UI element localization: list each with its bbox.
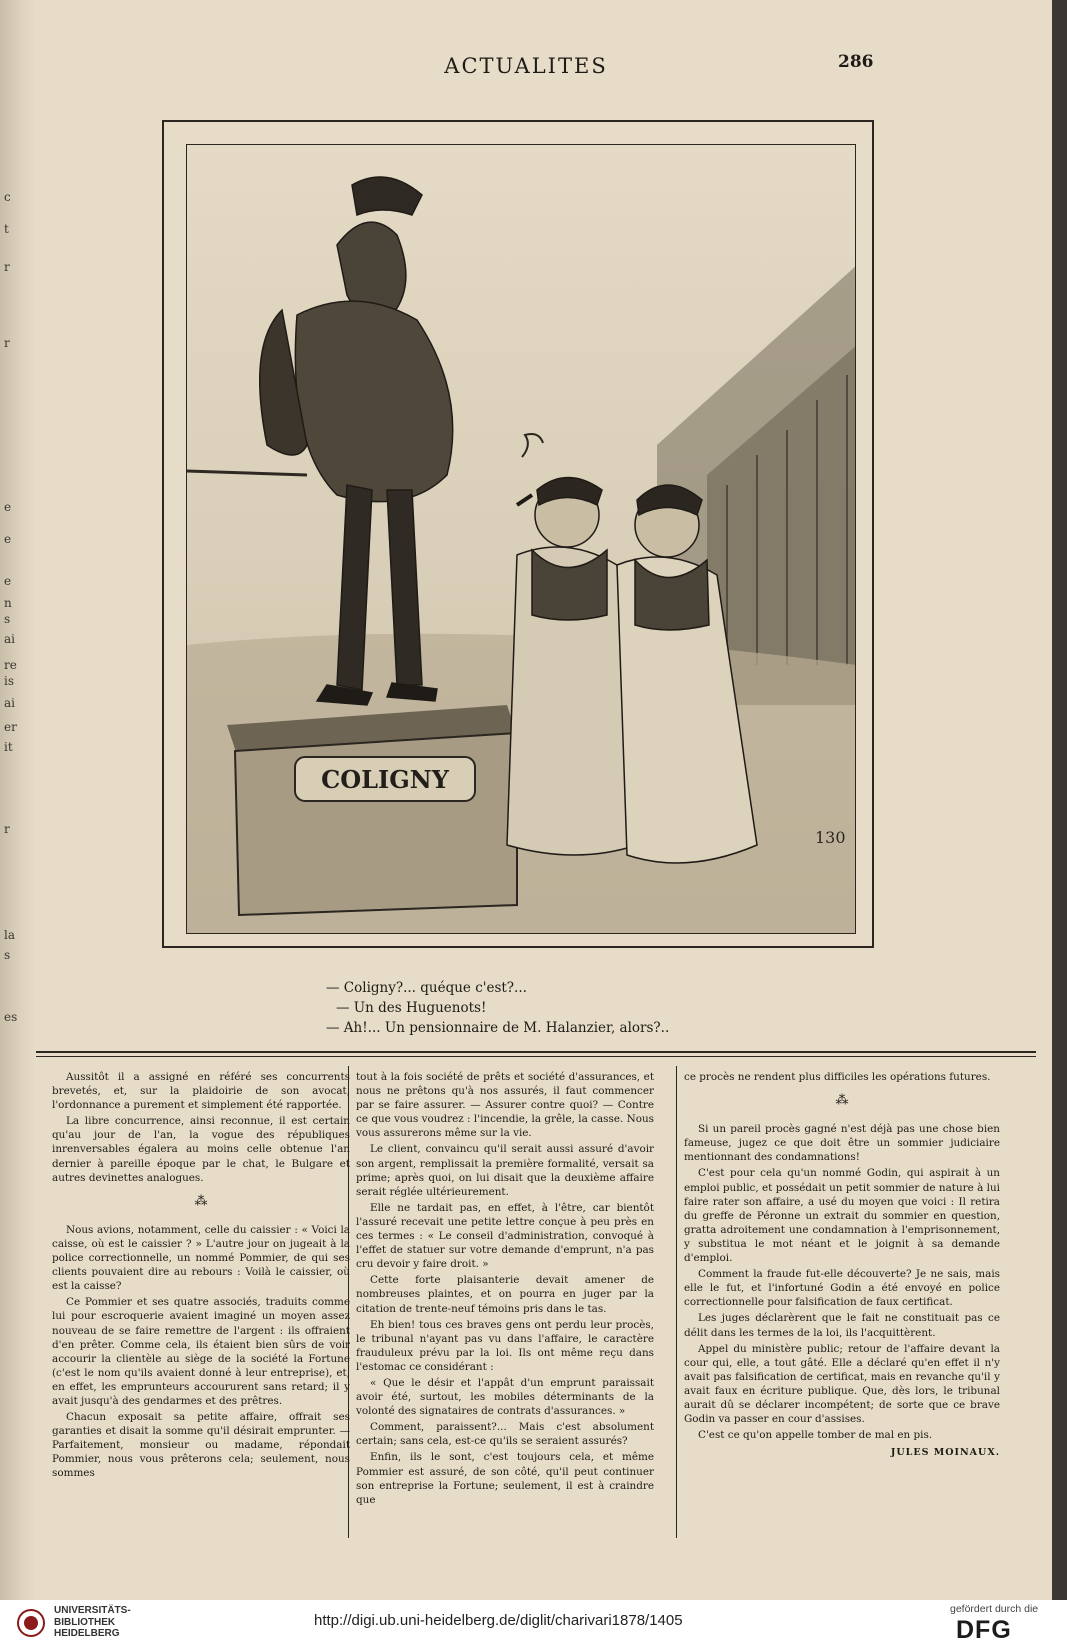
gutter-letter: s [4, 948, 11, 962]
paragraph: Cette forte plaisanterie devait amener de nombreuses plaintes, et on pourra en juger par la citation de trente-neuf témoins pris dans le tas. [356, 1274, 654, 1315]
lithograph-drawing [187, 145, 856, 934]
pedestal-inscription: COLIGNY [321, 765, 449, 794]
paragraph: Chacun exposait sa petite affaire, offrait ses garanties et disait la somme qu'il désirait emprunter. — Parfaitement, monsieur ou madame, répondait Pommier, nous vous prêterons cela; seulement, nous sommes [52, 1411, 350, 1480]
paragraph: ce procès ne rendent plus difficiles les opérations futures. [684, 1071, 991, 1083]
illustration-caption [326, 978, 786, 1038]
lithograph-illustration [186, 144, 856, 934]
paragraph: tout à la fois société de prêts et société d'assurances, et nous ne prêtons qu'à nos assurés, il faut commencer par se faire assurer. — Assurer contre quoi? — Contre ce que vous voudrez : l'incendie, la grêle, la casse. Nous vous assurerons même sur la vie. [356, 1071, 654, 1140]
paragraph: Appel du ministère public; retour de l'affaire devant la cour qui, elle, a tout gâté. Elle a déclaré qu'en effet il n'y avait pas falsification de certificat, mais en revanche qu'il y avait faux en écriture publique. Que, dès lors, le tribunal aurait dû se déclarer incompétent; de sorte que ce brave Godin va passer en cour d'assises. [684, 1342, 1000, 1426]
gutter-letter: s [4, 612, 11, 626]
caption-line: — Coligny?... quéque c'est?... [326, 980, 527, 996]
caption-line: — Un des Huguenots! [336, 1000, 487, 1016]
column-rule [676, 1066, 677, 1538]
gutter-letter: e [4, 532, 12, 546]
paragraph: Comment, paraissent?... Mais c'est absolument certain; sans cela, est-ce qu'ils se seraient assurés? [356, 1421, 654, 1448]
dfg-logo[interactable]: DFG [956, 1616, 1012, 1644]
section-stars: ⁂ [194, 1193, 208, 1209]
caption-line: — Ah!... Un pensionnaire de M. Halanzier, alors?.. [326, 1020, 670, 1036]
library-name-line: UNIVERSITÄTS- [54, 1605, 131, 1616]
gutter-letter: r [4, 822, 10, 836]
library-name[interactable] [54, 1605, 131, 1640]
paragraph: Aussitôt il a assigné en référé ses concurrents brevetés, et, sur la plaidoirie de son avocat, l'ordonnance a purement et simplement été rapportée. [52, 1071, 350, 1112]
gutter-letter: it [4, 740, 13, 754]
paragraph: « Que le désir et l'appât d'un emprunt paraissait avoir été, surtout, les mobiles déterminants de la volonté des signataires de contrats d'assurances. » [356, 1376, 654, 1418]
railing [187, 471, 307, 475]
gutter-letter: c [4, 190, 11, 204]
paragraph: La libre concurrence, ainsi reconnue, il est certain qu'au jour de l'an, la vogue des républiques inrenversables égalera au moins celle obtenue l'an dernier à pareille époque par le chat, le Bulgare et autres devinettes analogues. [52, 1115, 350, 1184]
gutter-letter: ai [4, 632, 15, 646]
page-number: 286 [838, 52, 874, 72]
gutter-letter: e [4, 500, 12, 514]
paragraph: Ce Pommier et ses quatre associés, traduits comme lui pour escroquerie avaient imaginé un moyen assez nouveau de se faire remettre de l'argent : ils offraient d'en prêter. Comme cela, ils étaient bien sûrs de voir accourir la clientèle au siège de la société la Fortune (c'est le nom qu'ils avaient donné à leur entreprise), et, en effet, les emprunteurs accoururent sans retard; il y avait jusqu'à des gendarmes et des prêtres. [52, 1296, 350, 1407]
author-signature: JULES MOINAUX. [890, 1447, 1000, 1459]
previous-page-gutter [0, 0, 36, 1600]
statue-figure [260, 177, 453, 705]
paragraph: Les juges déclarèrent que le fait ne constituait pas ce délit dans les termes de la loi, ils l'acquittèrent. [684, 1312, 1000, 1339]
funded-by-label: gefördert durch die [950, 1603, 1039, 1615]
gutter-letter: n [4, 596, 12, 610]
gutter-letter: is [4, 674, 14, 688]
gutter-letter: es [4, 1010, 18, 1024]
paragraph: Comment la fraude fut-elle découverte? Je ne sais, mais elle le fut, et l'infortuné Godin a été envoyé en police correctionnelle pour falsification de faux certificat. [684, 1268, 1000, 1309]
gutter-letter: t [4, 222, 9, 236]
gutter-letter: r [4, 336, 10, 350]
article-column-2 [356, 1070, 654, 1509]
article-column-3 [684, 1070, 1000, 1462]
permalink-url[interactable]: http://digi.ub.uni-heidelberg.de/diglit/charivari1878/1405 [314, 1612, 683, 1629]
gutter-letter: r [4, 260, 10, 274]
library-name-line: BIBLIOTHEK [54, 1616, 116, 1628]
paragraph: C'est ce qu'on appelle tomber de mal en pis. [698, 1429, 933, 1442]
paragraph: Si un pareil procès gagné n'est déjà pas une chose bien fameuse, jugez ce que doit être un sommier judiciaire mentionnant des condamnations! [684, 1123, 1000, 1164]
university-seal-icon [16, 1608, 46, 1638]
paragraph: Enfin, ils le sont, c'est toujours cela, et même Pommier est assuré, de son côté, qu'il peut continuer son entreprise la Fortune; seulement, il est à craindre que [356, 1451, 654, 1506]
viewer-footer [0, 1600, 1067, 1644]
gutter-letter: ai [4, 696, 15, 710]
paragraph: Le client, convaincu qu'il serait aussi assuré d'avoir son argent, remplissait la première formalité, versait sa prime; après quoi, on lui disait que la deuxième affaire serait réglée ultérieurement. [356, 1143, 654, 1198]
section-rule [36, 1051, 1036, 1053]
gutter-letter: er [4, 720, 17, 734]
running-title: ACTUALITES [444, 54, 608, 78]
gutter-letter: e [4, 574, 12, 588]
paragraph: C'est pour cela qu'un nommé Godin, qui aspirait à un emploi public, et possédait un petit sommier de nature à lui faire rater son affaire, a usé du moyen que voici : Il retira du greffe de Péronne un extrait du sommier en question, gratta adroitement une condamnation à l'emprisonnement, y substitua le mot néant et le joignit à sa demande d'emploi. [684, 1167, 1000, 1265]
gutter-letter: la [4, 928, 15, 942]
paragraph: Eh bien! tous ces braves gens ont perdu leur procès, le tribunal n'ayant pas vu dans l'affaire, le caractère frauduleux prévu par la loi. Ils ont même reçu dans l'estomac ce considérant : [356, 1318, 654, 1373]
paragraph: Elle ne tardait pas, en effet, à l'être, car bientôt l'assuré recevait une petite lettre conçue à peu près en ces termes : « Le conseil d'administration, convoqué à l'effet de statuer sur votre demande d'emprunt, n'a pas cru devoir y faire droit. » [356, 1201, 654, 1271]
article-column-1 [52, 1070, 350, 1483]
section-rule [36, 1056, 1036, 1057]
paragraph: Nous avions, notamment, celle du caissier : « Voici la caisse, où est le caissier ? » L'autre jour on jugeait à la police correctionnelle, un nommé Pommier, de qui ses clients pouvaient dire au rebours : Voilà le caissier, où est la caisse? [52, 1223, 350, 1293]
plate-number: 130 [815, 828, 846, 847]
section-stars: ⁂ [835, 1093, 849, 1109]
library-name-line: HEIDELBERG [54, 1628, 120, 1639]
gutter-letter: re [4, 658, 17, 672]
